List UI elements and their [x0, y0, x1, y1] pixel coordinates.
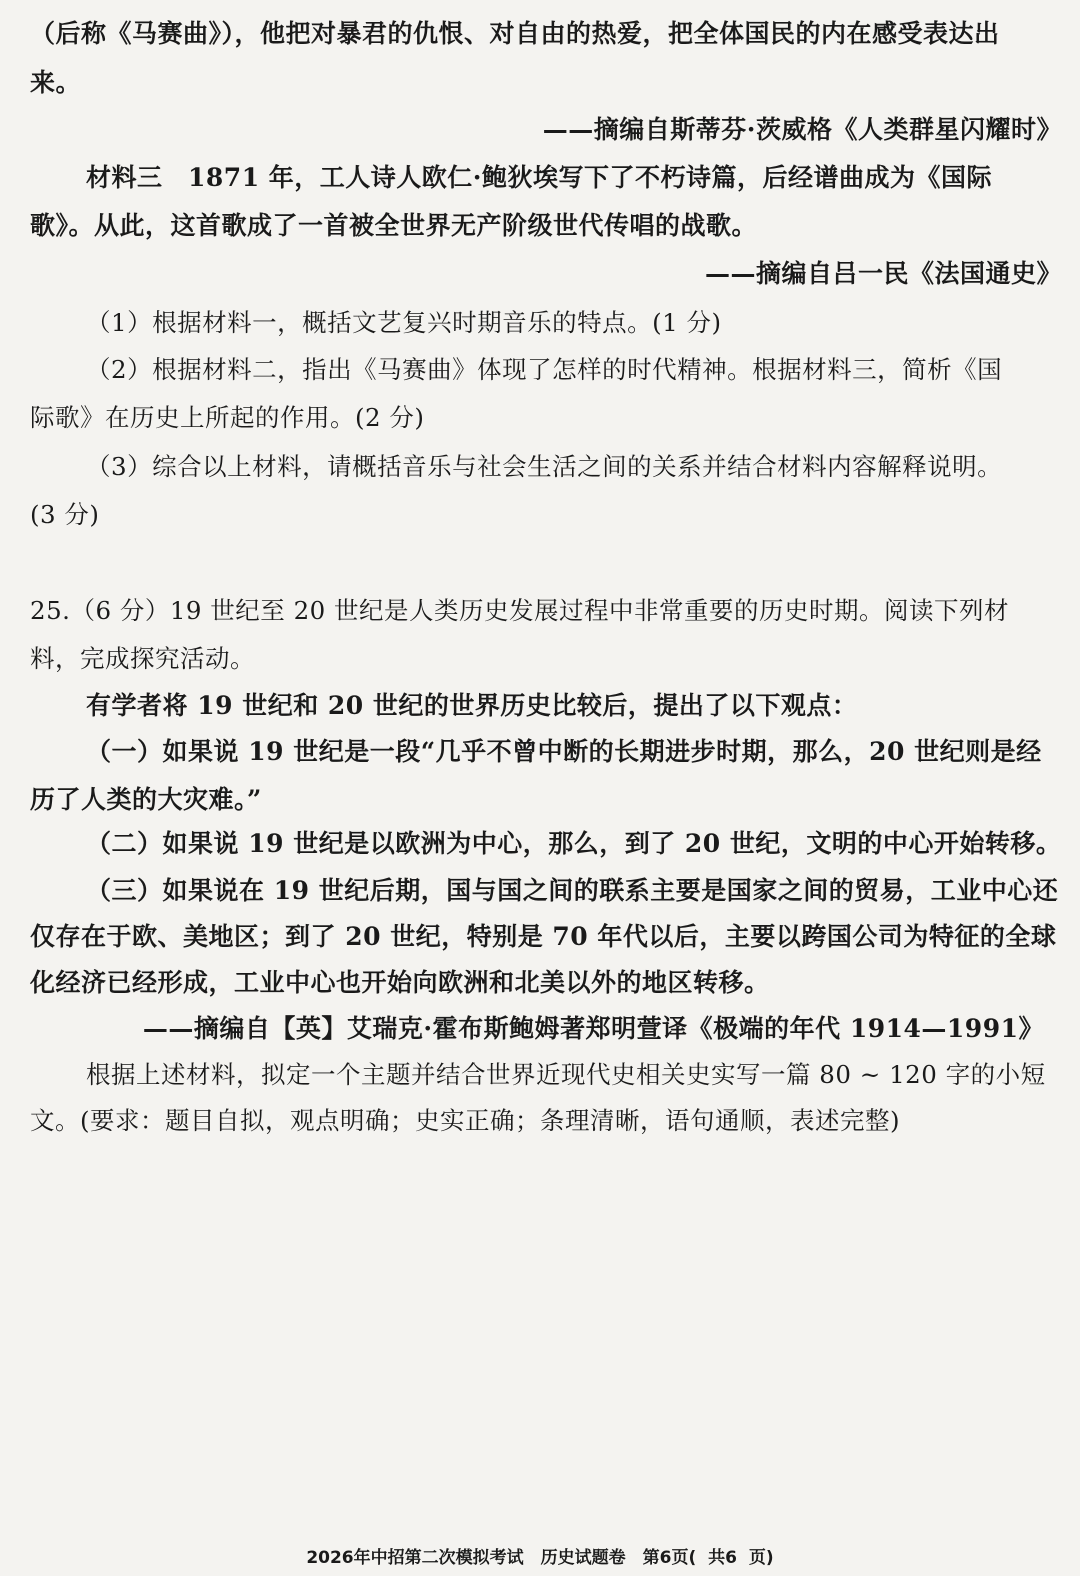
material-three-text: 1871 年，工人诗人欧仁·鲍狄埃写下了不朽诗篇，后经谱曲成为《国际: [162, 163, 993, 192]
material-two-source: ——摘编自斯蒂芬·茨威格《人类群星闪耀时》: [542, 115, 1062, 144]
material-two-line-2: 来。: [30, 68, 82, 97]
view-3-line-3: 化经济已经形成，工业中心也开始向欧洲和北美以外的地区转移。: [30, 968, 770, 997]
question-25-task-line-2: 文。(要求：题目自拟，观点明确；史实正确；条理清晰，语句通顺，表述完整): [30, 1106, 901, 1135]
material-three-label: 材料三: [86, 163, 163, 192]
question-3-line-1: （3）综合以上材料，请概括音乐与社会生活之间的关系并结合材料内容解释说明。: [86, 452, 1003, 481]
view-3-line-2: 仅存在于欧、美地区；到了 20 世纪，特别是 70 年代以后，主要以跨国公司为特征的全球: [30, 922, 1057, 951]
material-three-line-1: [86, 161, 1066, 195]
question-3-line-2: (3 分): [30, 500, 100, 529]
question-25-task-line-1: 根据上述材料，拟定一个主题并结合世界近现代史相关史实写一篇 80 ~ 120 字的小短: [86, 1060, 1046, 1089]
material-three-line-2: 歌》。从此，这首歌成了一首被全世界无产阶级世代传唱的战歌。: [30, 211, 758, 240]
view-1-line-2: 历了人类的大灾难。”: [30, 785, 262, 814]
question-25-intro: 有学者将 19 世纪和 20 世纪的世界历史比较后，提出了以下观点：: [86, 691, 858, 720]
material-two-line-1: （后称《马赛曲》），他把对暴君的仇恨、对自由的热爱，把全体国民的内在感受表达出: [30, 19, 1000, 48]
question-25-line-2: 料，完成探究活动。: [30, 644, 255, 673]
view-2: （二）如果说 19 世纪是以欧洲为中心，那么，到了 20 世纪，文明的中心开始转移。: [86, 829, 1062, 858]
view-3-line-1: （三）如果说在 19 世纪后期，国与国之间的联系主要是国家之间的贸易，工业中心还: [86, 876, 1059, 905]
question-1: （1）根据材料一，概括文艺复兴时期音乐的特点。(1 分): [86, 308, 722, 337]
view-1-line-1: （一）如果说 19 世纪是一段“几乎不曾中断的长期进步时期，那么，20 世纪则是经: [86, 737, 1042, 766]
page-footer: 2026年中招第二次模拟考试 历史试题卷 第6页( 共6 页): [306, 1548, 774, 1568]
material-three-source: ——摘编自吕一民《法国通史》: [704, 259, 1062, 288]
question-25-source: ——摘编自【英】艾瑞克·霍布斯鲍姆著郑明萱译《极端的年代 1914—1991》: [142, 1014, 1044, 1043]
question-25-line-1: 25.（6 分）19 世纪至 20 世纪是人类历史发展过程中非常重要的历史时期。阅读下列材: [30, 596, 1010, 625]
question-2-line-2: 际歌》在历史上所起的作用。(2 分): [30, 403, 425, 432]
question-2-line-1: （2）根据材料二，指出《马赛曲》体现了怎样的时代精神。根据材料三，简析《国: [86, 355, 1003, 384]
